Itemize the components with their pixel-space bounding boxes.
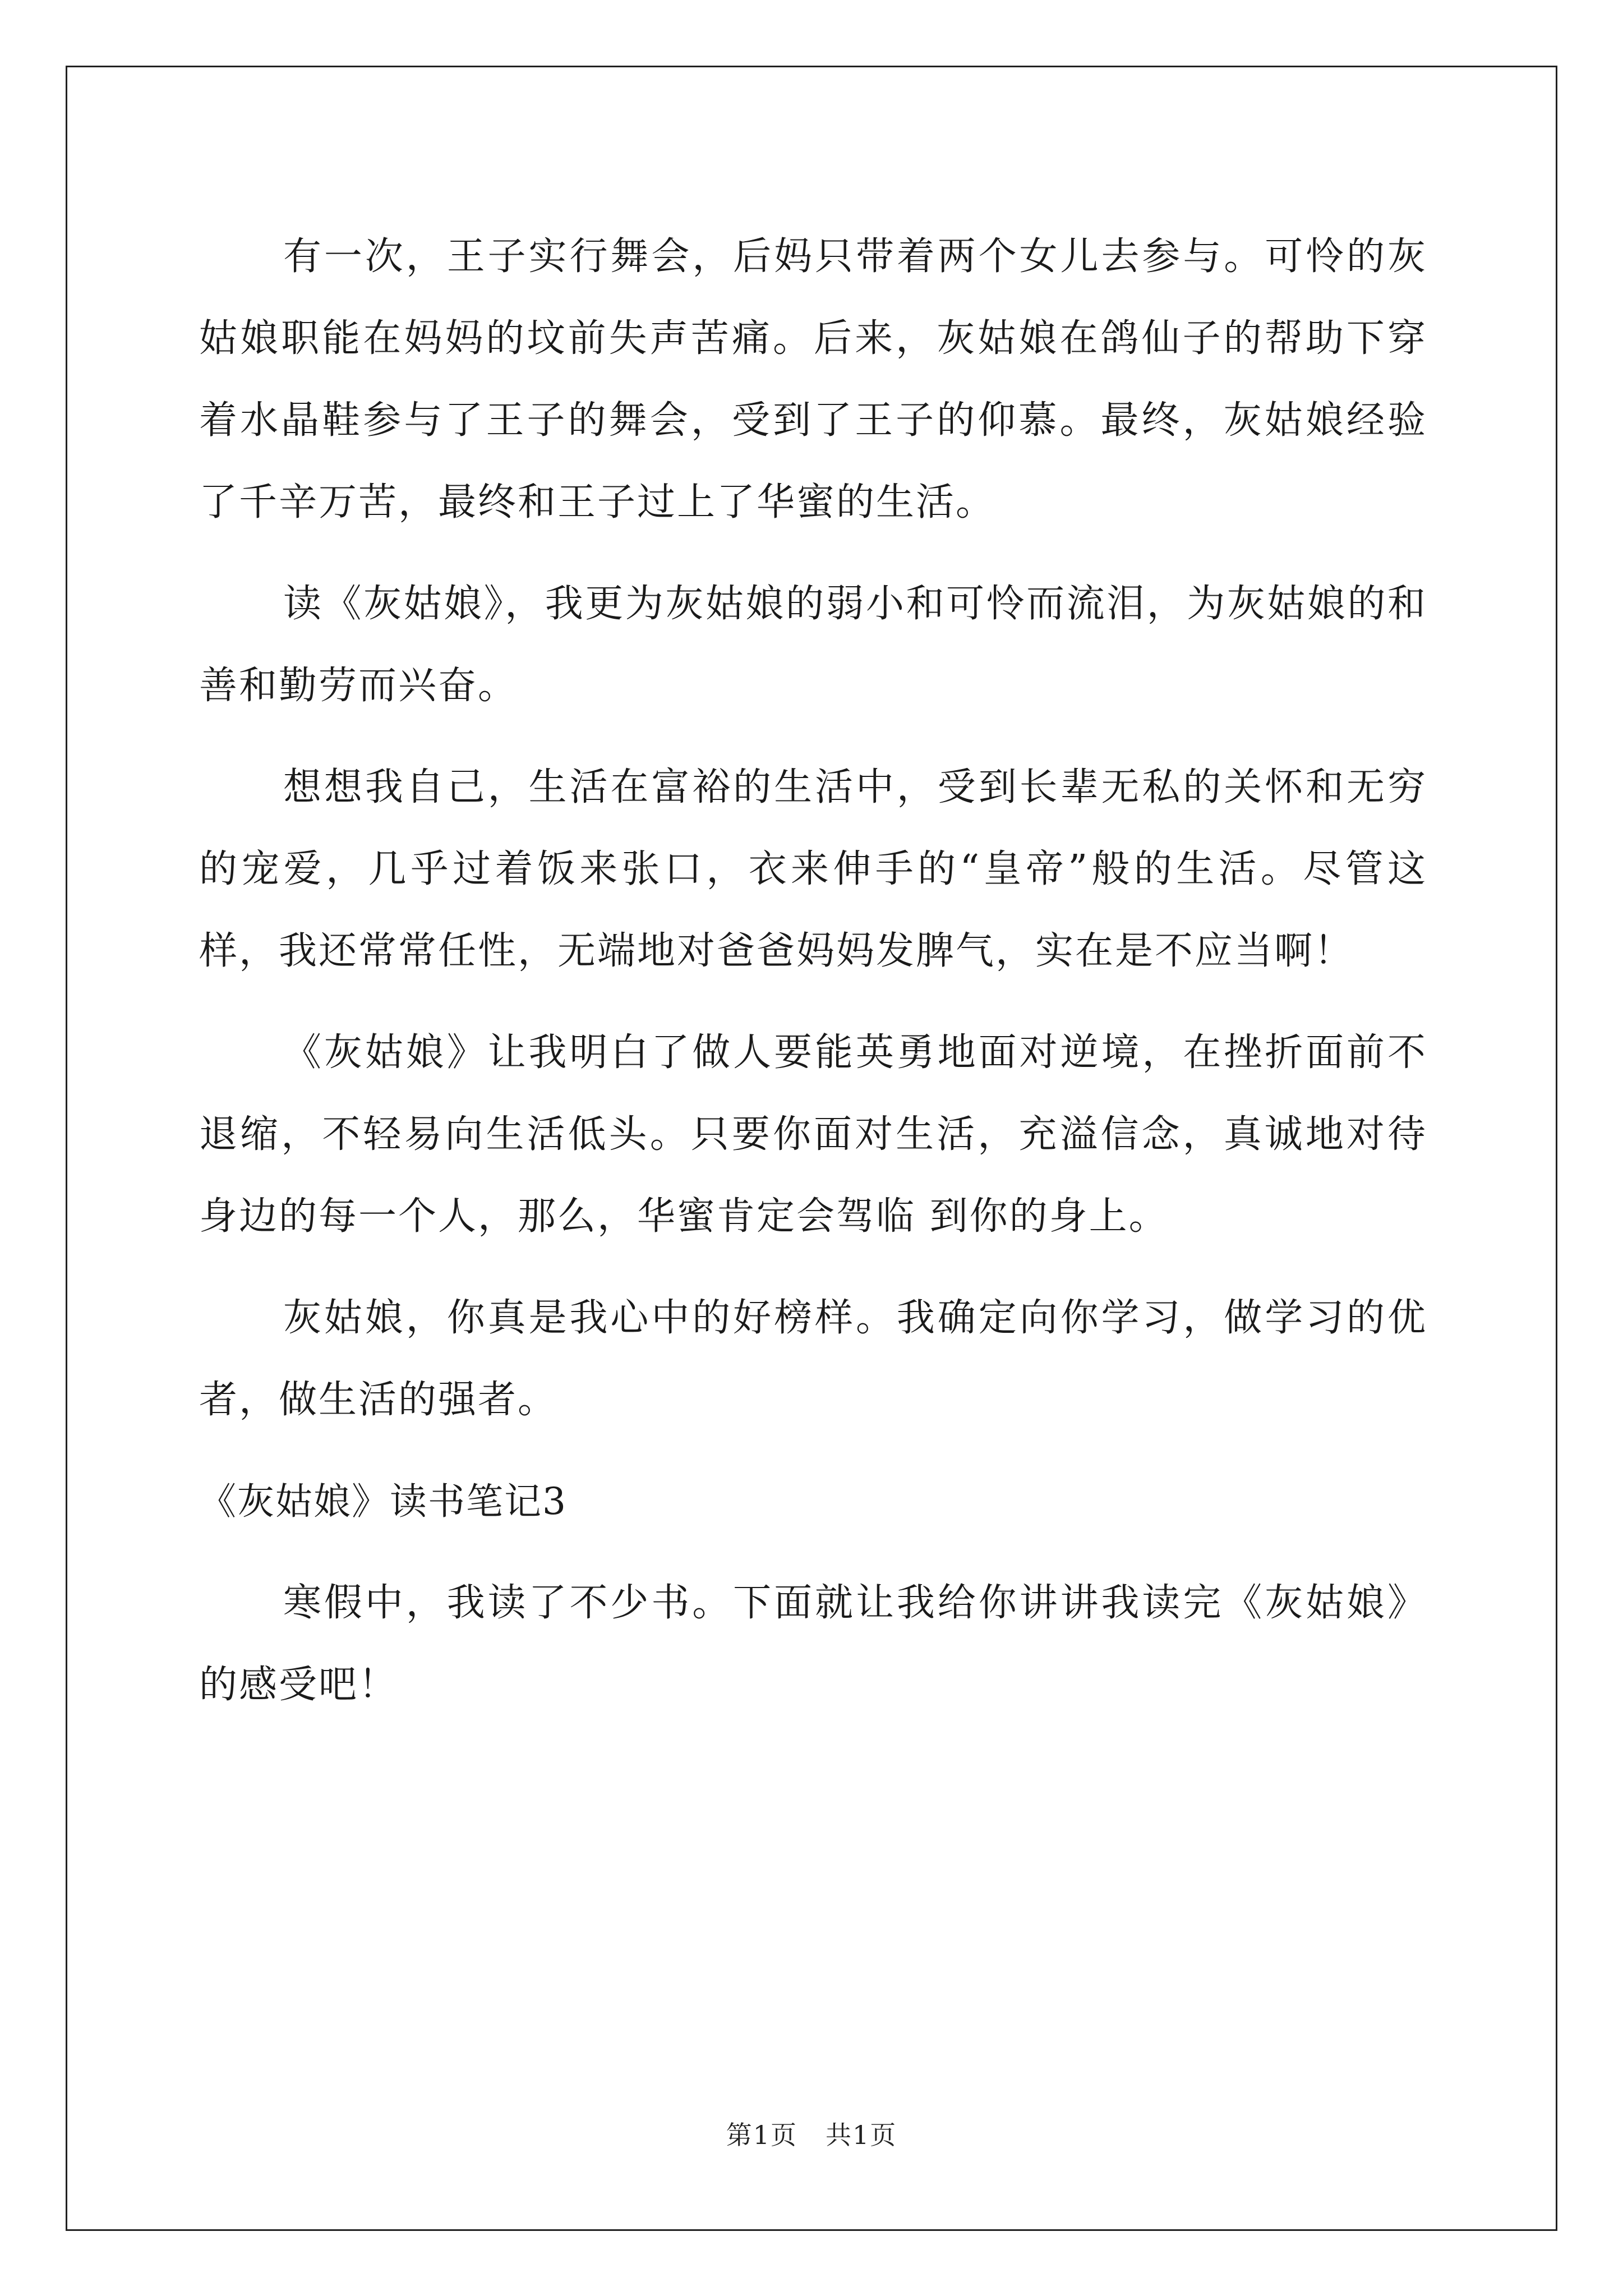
page-footer (0, 2115, 1623, 2152)
paragraph: 灰姑娘，你真是我心中的好榜样。我确定向你学习，做学习的优者，做生活的强者。 (199, 1296, 1427, 1422)
document-body (199, 216, 1427, 1746)
paragraph: 读《灰姑娘》，我更为灰姑娘的弱小和可怜而流泪，为灰姑娘的和善和勤劳而兴奋。 (199, 582, 1427, 708)
page-total: 共1页 (826, 2120, 897, 2150)
paragraph: 寒假中，我读了不少书。下面就让我给你讲讲我读完《灰姑娘》的感受吧！ (199, 1581, 1427, 1707)
paragraph: 有一次，王子实行舞会，后妈只带着两个女儿去参与。可怜的灰姑娘职能在妈妈的坟前失声苦痛。后来，灰姑娘在鸽仙子的帮助下穿着水晶鞋参与了王子的舞会，受到了王子的仰慕。最终，灰姑娘经验了千辛万苦，最终和王子过上了华蜜的生活。 (199, 234, 1427, 524)
page-number: 第1页 (726, 2120, 797, 2150)
paragraph: 《灰姑娘》让我明白了做人要能英勇地面对逆境，在挫折面前不退缩，不轻易向生活低头。只要你面对生活，充溢信念，真诚地对待身边的每一个人，那么，华蜜肯定会驾临 到你的身上。 (199, 1030, 1427, 1239)
paragraph: 想想我自己，生活在富裕的生活中，受到长辈无私的关怀和无穷的宠爱，几乎过着饭来张口，衣来伸手的“皇帝”般的生活。尽管这样，我还常常任性，无端地对爸爸妈妈发脾气，实在是不应当啊！ (199, 765, 1427, 973)
section-heading: 《灰姑娘》读书笔记3 (199, 1480, 567, 1523)
